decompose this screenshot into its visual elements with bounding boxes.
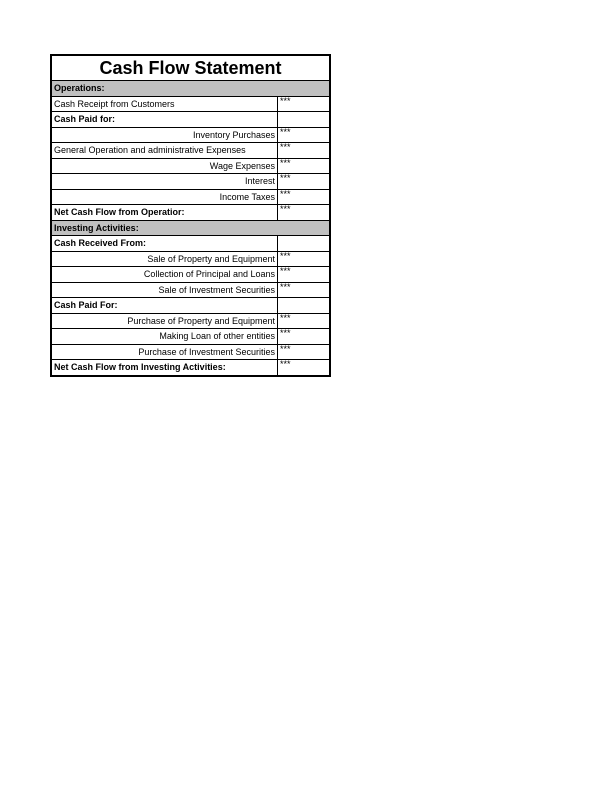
row-value: ***	[280, 126, 291, 137]
row-label: Making Loan of other entities	[52, 329, 278, 344]
row-value: ***	[280, 157, 291, 168]
section-header-row	[52, 221, 329, 237]
row-label: Cash Received From:	[52, 236, 278, 251]
row-label: Cash Receipt from Customers	[52, 97, 278, 112]
table-row	[52, 360, 329, 375]
row-label: Wage Expenses	[52, 159, 278, 174]
row-value: ***	[280, 328, 291, 338]
table-row	[52, 329, 329, 345]
row-value: ***	[280, 359, 291, 369]
table-row	[52, 252, 329, 268]
row-value: ***	[280, 250, 291, 261]
table-row	[52, 128, 329, 144]
row-label: Interest	[52, 174, 278, 189]
row-value: ***	[280, 188, 291, 199]
row-value	[278, 236, 329, 251]
row-label: Sale of Property and Equipment	[52, 252, 278, 267]
row-value	[278, 298, 329, 313]
cash-flow-table	[50, 54, 331, 377]
row-label: Operations:	[54, 83, 105, 93]
table-row	[52, 283, 329, 299]
row-value: ***	[280, 95, 291, 106]
table-row	[52, 143, 329, 159]
row-label: Inventory Purchases	[52, 128, 278, 143]
row-label: Investing Activities:	[54, 222, 139, 233]
table-row	[52, 97, 329, 113]
table-row	[52, 314, 329, 330]
row-label: Cash Paid For:	[52, 298, 278, 313]
table-row	[52, 159, 329, 175]
row-label: Net Cash Flow from Investing Activities:	[52, 360, 278, 375]
row-label: Net Cash Flow from Operatior:	[52, 205, 278, 220]
table-row	[52, 190, 329, 206]
row-label: Purchase of Property and Equipment	[52, 314, 278, 329]
row-label: Purchase of Investment Securities	[52, 345, 278, 360]
table-row	[52, 174, 329, 190]
table-row	[52, 236, 329, 252]
table-row	[52, 298, 329, 314]
page-title: Cash Flow Statement	[52, 56, 329, 81]
row-label: Collection of Principal and Loans	[52, 267, 278, 282]
row-value: ***	[280, 266, 291, 276]
row-value: ***	[280, 142, 291, 152]
table-body	[52, 81, 329, 375]
table-row	[52, 205, 329, 221]
row-value: ***	[280, 281, 291, 292]
row-value: ***	[280, 312, 291, 323]
row-label: Income Taxes	[52, 190, 278, 205]
row-value: ***	[280, 204, 291, 214]
table-row	[52, 267, 329, 283]
row-label: Cash Paid for:	[52, 112, 278, 127]
row-label: Sale of Investment Securities	[52, 283, 278, 298]
row-label: General Operation and administrative Expenses	[52, 143, 278, 158]
section-header-row	[52, 81, 329, 97]
table-row	[52, 112, 329, 128]
table-row	[52, 345, 329, 361]
row-value: ***	[280, 343, 291, 354]
row-value: ***	[280, 173, 291, 183]
row-value	[278, 112, 329, 127]
